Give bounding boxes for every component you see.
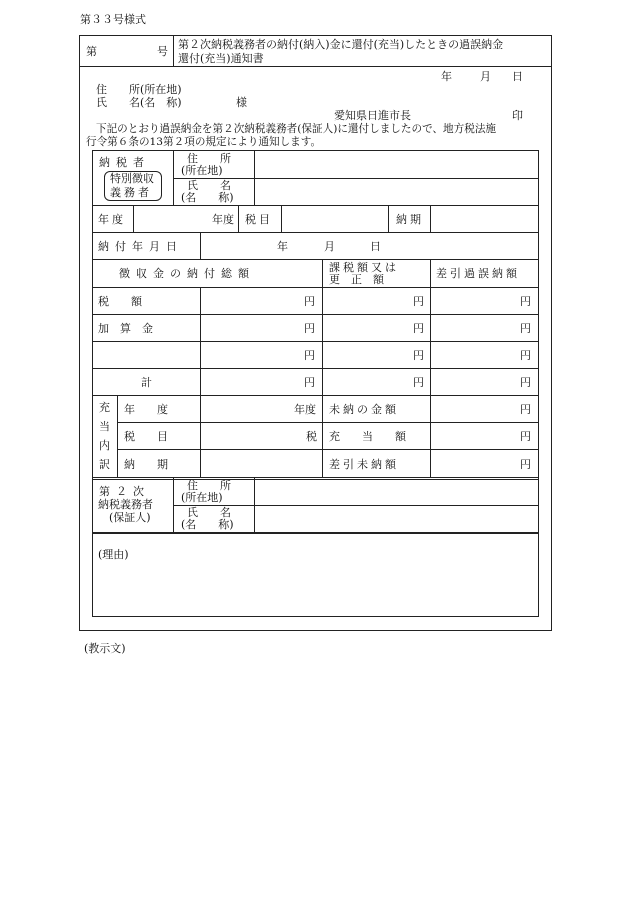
amount-row-yen: 円	[520, 349, 531, 362]
appropriation-row-label: 年 度	[124, 403, 168, 416]
taxpayer-address-label-2: (所在地)	[181, 164, 223, 177]
payment-period-label: 納期	[396, 213, 424, 226]
appropriation-right-label: 未納の金額	[329, 403, 399, 416]
date-day: 日	[512, 70, 523, 83]
appropriation-row-label: 納 期	[124, 458, 168, 471]
appropriation-side-label-2: 当	[99, 420, 110, 433]
secondary-name-label-2: (名 称)	[181, 518, 234, 531]
secondary-taxpayer-label-3: (保証人)	[109, 511, 151, 524]
special-collector-label-1: 特別徴収	[110, 172, 154, 185]
secondary-name-label-1: 氏 名	[187, 506, 231, 519]
assessed-amount-header-1: 課税額又は	[329, 261, 399, 274]
secondary-taxpayer-label-1: 第２次	[99, 485, 150, 498]
appropriation-row-label: 税 目	[124, 430, 168, 443]
secondary-address-label-2: (所在地)	[181, 491, 223, 504]
notice-text-line2: 行令第６条の13第２項の規定により通知します。	[86, 136, 322, 148]
taxpayer-label: 納税者	[99, 156, 150, 169]
amount-row-yen: 円	[520, 376, 531, 389]
amount-row-yen: 円	[520, 295, 531, 308]
appropriation-yen: 円	[520, 430, 531, 443]
taxpayer-name-label-2: (名 称)	[181, 191, 234, 204]
total-paid-header: 徴収金の納付総額	[119, 267, 255, 280]
amount-row-yen: 円	[304, 322, 315, 335]
secondary-taxpayer-label-2: 納税義務者	[98, 498, 153, 511]
date-year: 年	[441, 70, 452, 83]
overpayment-header: 差引過誤納額	[436, 267, 520, 280]
amount-row-yen: 円	[520, 322, 531, 335]
appropriation-yen: 円	[520, 458, 531, 471]
form-number: 第３３号様式	[80, 13, 146, 26]
total-row-label: 計	[141, 376, 152, 389]
notice-text-line1: 下記のとおり過誤納金を第２次納税義務者(保証人)に還付しましたので、地方税法施	[96, 123, 497, 135]
secondary-address-label-1: 住 所	[187, 479, 231, 492]
addressee-name-label: 氏 名(名 称)	[96, 96, 182, 109]
appropriation-row-suffix: 年度	[294, 403, 316, 416]
special-collector-label-2: 義務者	[110, 186, 152, 199]
appropriation-yen: 円	[520, 403, 531, 416]
payment-date-day: 日	[370, 240, 381, 253]
appropriation-right-label: 差引未納額	[329, 458, 399, 471]
tax-item-label: 税目	[245, 213, 273, 226]
payment-date-year: 年	[277, 240, 288, 253]
appropriation-side-label-3: 内	[99, 439, 110, 452]
form-title-line1: 第２次納税義務者の納付(納入)金に還付(充当)したときの過誤納金	[178, 38, 504, 51]
payment-date-label: 納付年月日	[98, 240, 183, 253]
amount-row-yen: 円	[413, 322, 424, 335]
appropriation-right-label: 充 当 額	[329, 430, 406, 443]
form-title-line2: 還付(充当)通知書	[178, 52, 264, 65]
reason-label: (理由)	[98, 548, 129, 561]
year-suffix: 年度	[212, 213, 234, 226]
number-label-right: 号	[157, 45, 168, 58]
amount-row-yen: 円	[413, 376, 424, 389]
appropriation-side-label-4: 訳	[99, 458, 110, 471]
amount-row-yen: 円	[304, 376, 315, 389]
amount-row-yen: 円	[413, 349, 424, 362]
year-label: 年度	[98, 213, 126, 226]
amount-row-yen: 円	[304, 349, 315, 362]
amount-row-label: 税 額	[98, 295, 142, 308]
amount-row-label: 加 算 金	[98, 322, 153, 335]
appropriation-row-suffix: 税	[306, 430, 317, 443]
assessed-amount-header-2: 更 正 額	[329, 273, 384, 286]
taxpayer-name-label-1: 氏 名	[187, 179, 231, 192]
reason-box	[92, 533, 539, 617]
taxpayer-address-label-1: 住 所	[187, 152, 231, 165]
amount-row-yen: 円	[413, 295, 424, 308]
date-month: 月	[480, 70, 491, 83]
addressee-honorific: 様	[236, 96, 247, 109]
addressee-address-label: 住 所(所在地)	[96, 83, 182, 96]
instruction-text-label: (教示文)	[84, 642, 126, 655]
payment-date-month: 月	[324, 240, 335, 253]
appropriation-side-label-1: 充	[99, 401, 110, 414]
number-label-left: 第	[86, 45, 97, 58]
issuer-name: 愛知県日進市長	[334, 109, 411, 122]
issuer-seal: 印	[512, 109, 523, 122]
amount-row-yen: 円	[304, 295, 315, 308]
